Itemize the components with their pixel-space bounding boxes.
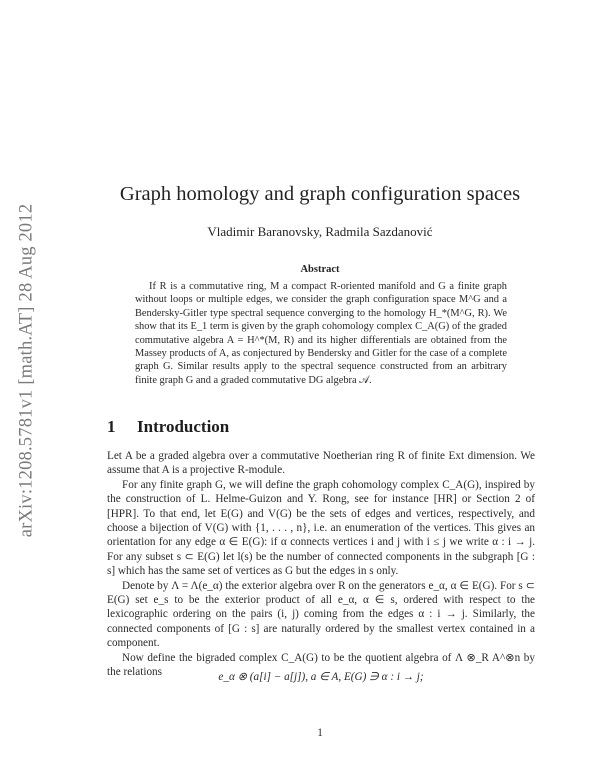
- section-number: 1: [107, 417, 116, 436]
- arxiv-identifier: arXiv:1208.5781v1 [math.AT] 28 Aug 2012: [16, 203, 37, 537]
- body-text: [107, 449, 535, 680]
- paragraph: For any finite graph G, we will define the graph cohomology complex C_A(G), inspired by the construction of L. Helme-Guizon and Y. Rong, see for instance [HR] or Section 2 of [HPR]. To that end, let E(G) and V(G) be the sets of edges and vertices, respectively, and choose a bijection of V(G) with {1, . . . , n}, i.e. an enumeration of the vertices. This gives an orientation for any edge α ∈ E(G): if α connects vertices i and j with i ≤ j we write α : i → j. For any subset s ⊂ E(G) let l(s) be the number of connected components in the subgraph [G : s] which has the same set of vertices as G but the edges in s only.: [107, 478, 535, 578]
- paper-title: Graph homology and graph configuration spaces: [119, 183, 521, 205]
- paper-authors: Vladimir Baranovsky, Radmila Sazdanović: [207, 224, 433, 239]
- section-heading: [107, 417, 229, 437]
- display-formula: e_α ⊗ (a[i] − a[j]), a ∈ A, E(G) ∋ α : i → j;: [218, 671, 424, 683]
- paragraph: Let A be a graded algebra over a commutative Noetherian ring R of finite Ext dimension. We assume that A is a projective R-module.: [107, 450, 535, 477]
- page-number: 1: [317, 727, 323, 739]
- arxiv-sidebar: [12, 175, 42, 565]
- abstract-text: If R is a commutative ring, M a compact R-oriented manifold and G a finite graph without loops or multiple edges, we consider the graph configuration space M^G and a Bendersky-Gitler type spectral sequence converging to the homology H_*(M^G, R). We show that its E_1 term is given by the graph cohomology complex C_A(G) of the graded commutative algebra A = H^*(M, R) and its higher differentials are obtained from the Massey products of A, as conjectured by Bendersky and Gitler for the case of a complete graph G. Similar results apply to the spectral sequence constructed from an arbitrary finite graph G and a graded commutative DG algebra 𝒜.: [135, 281, 507, 386]
- section-title: Introduction: [137, 417, 230, 436]
- paragraph: Now define the bigraded complex C_A(G) to be the quotient algebra of Λ ⊗_R A^⊗n by the relations: [107, 651, 535, 679]
- paragraph: Denote by Λ = Λ(e_α) the exterior algebra over R on the generators e_α, α ∈ E(G). For s ⊂ E(G) set e_s to be the exterior product of all e_α, α ∈ s, ordered with respect to the lexicographic ordering on the pairs (i, j) coming from the edges α : i → j. Similarly, the connected components of [G : s] are naturally ordered by the smallest vertex contained in a component.: [107, 579, 535, 650]
- abstract-heading: Abstract: [300, 264, 340, 275]
